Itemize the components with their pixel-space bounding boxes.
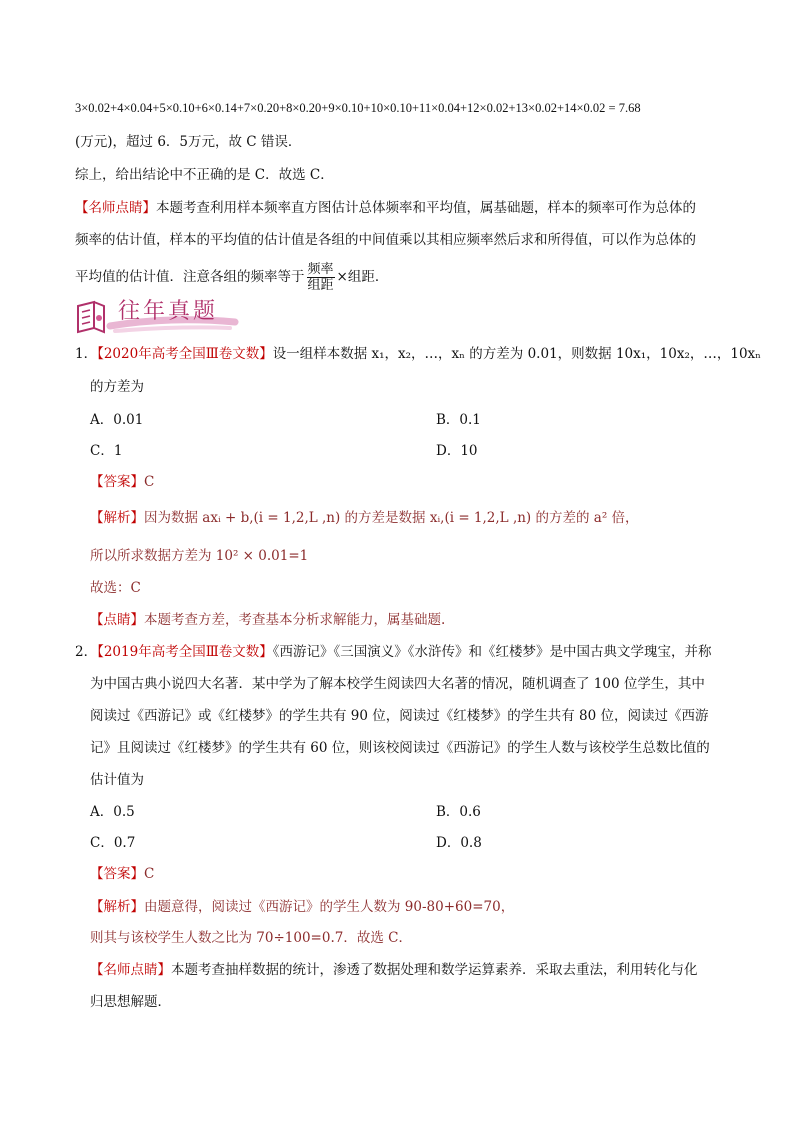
answer-value: C [144,866,155,882]
answer-label: 【答案】 [90,866,144,882]
section-title: 往年真题 [118,299,219,324]
analysis-label: 【解析】 [90,899,144,915]
option-c: C．0.7 [90,835,136,851]
analysis-text: 因为数据 axᵢ + b,(i = 1,2,L ,n) 的方差是数据 xᵢ,(i = 1,2,L ,n) 的方差的 a² 倍， [144,510,639,526]
tip-paragraph-line: 频率的估计值，样本的平均值的估计值是各组的中间值乘以其相应频率然后求和所得值，可以作为总体的 [75,232,696,248]
tip-line [90,610,445,630]
question-stem: 设一组样本数据 x₁，x₂，…，xₙ 的方差为 0.01，则数据 10x₁，10x₂，…，10xₙ [272,346,761,362]
question-1-stem [75,344,761,364]
option-b: B．0.6 [436,804,481,820]
tip-line-cont: 归思想解题． [90,994,171,1010]
conclusion-line: 故选：C [90,580,141,596]
tip-text: 本题考查抽样数据的统计，渗透了数据处理和数学运算素养．采取去重法，利用转化与化 [171,962,698,978]
analysis-line [90,508,639,528]
text-line: (万元)，超过 6．5万元，故 C 错误． [75,134,302,150]
analysis-label: 【解析】 [90,510,144,526]
tip-label: 【名师点睛】 [90,962,171,978]
tip-text: ×组距． [336,269,389,285]
question-stem-cont: 估计值为 [90,772,144,788]
question-stem: 《西游记》《三国演义》《水浒传》和《红楼梦》是中国古典文学瑰宝，并称 [272,644,712,660]
text-line: 综上，给出结论中不正确的是 C．故选 C． [75,167,334,183]
question-stem-cont: 的方差为 [90,379,144,395]
tip-paragraph-line [75,198,696,218]
tip-text: 本题考查利用样本频率直方图估计总体频率和平均值，属基础题，样本的频率可作为总体的 [156,200,696,216]
option-d: D．0.8 [436,835,482,851]
answer-line [90,864,154,884]
question-source: 【2020年高考全国Ⅲ卷文数】 [97,346,273,362]
analysis-text: 由题意得，阅读过《西游记》的学生人数为 90-80+60=70， [144,899,515,915]
question-stem-cont: 阅读过《西游记》或《红楼梦》的学生共有 90 位，阅读过《红楼梦》的学生共有 80 位，阅读过《西游 [90,708,709,724]
option-b: B．0.1 [436,412,481,428]
option-c: C．1 [90,443,123,459]
question-2-stem [75,642,711,662]
analysis-line: 则其与该校学生人数之比为 70÷100=0.7．故选 C． [90,930,412,946]
tip-label: 【点睛】 [90,612,144,628]
formula-line: 3×0.02+4×0.04+5×0.10+6×0.14+7×0.20+8×0.20+9×0.10+10×0.10+11×0.04+12×0.02+13×0.02+14×0.02 = 7.68 [75,101,641,115]
option-a: A．0.01 [90,412,144,428]
tip-line [90,960,698,980]
tip-text: 本题考查方差，考查基本分析求解能力，属基础题. [144,612,446,628]
answer-value: C [144,474,155,490]
fraction-numerator: 频率 [307,262,334,277]
fraction [307,262,335,293]
answer-line [90,472,154,492]
option-d: D．10 [436,443,478,459]
option-a: A．0.5 [90,804,135,820]
tip-label: 【名师点睛】 [75,200,156,216]
question-stem-cont: 记》且阅读过《红楼梦》的学生共有 60 位，则该校阅读过《西游记》的学生人数与该校学生总数比值的 [90,740,710,756]
question-number: 2． [75,644,98,660]
analysis-line: 所以所求数据方差为 10² × 0.01=1 [90,548,309,564]
tip-paragraph-line [75,262,388,293]
question-number: 1． [75,346,98,362]
question-stem-cont: 为中国古典小说四大名著．某中学为了解本校学生阅读四大名著的情况，随机调查了 100 位学生，其中 [90,676,705,692]
answer-label: 【答案】 [90,474,144,490]
analysis-line [90,897,514,917]
section-banner [70,296,240,336]
fraction-denominator: 组距 [307,278,334,293]
tip-text: 平均值的估计值．注意各组的频率等于 [75,269,305,285]
question-source: 【2019年高考全国Ⅲ卷文数】 [97,644,273,660]
book-icon [72,298,110,336]
